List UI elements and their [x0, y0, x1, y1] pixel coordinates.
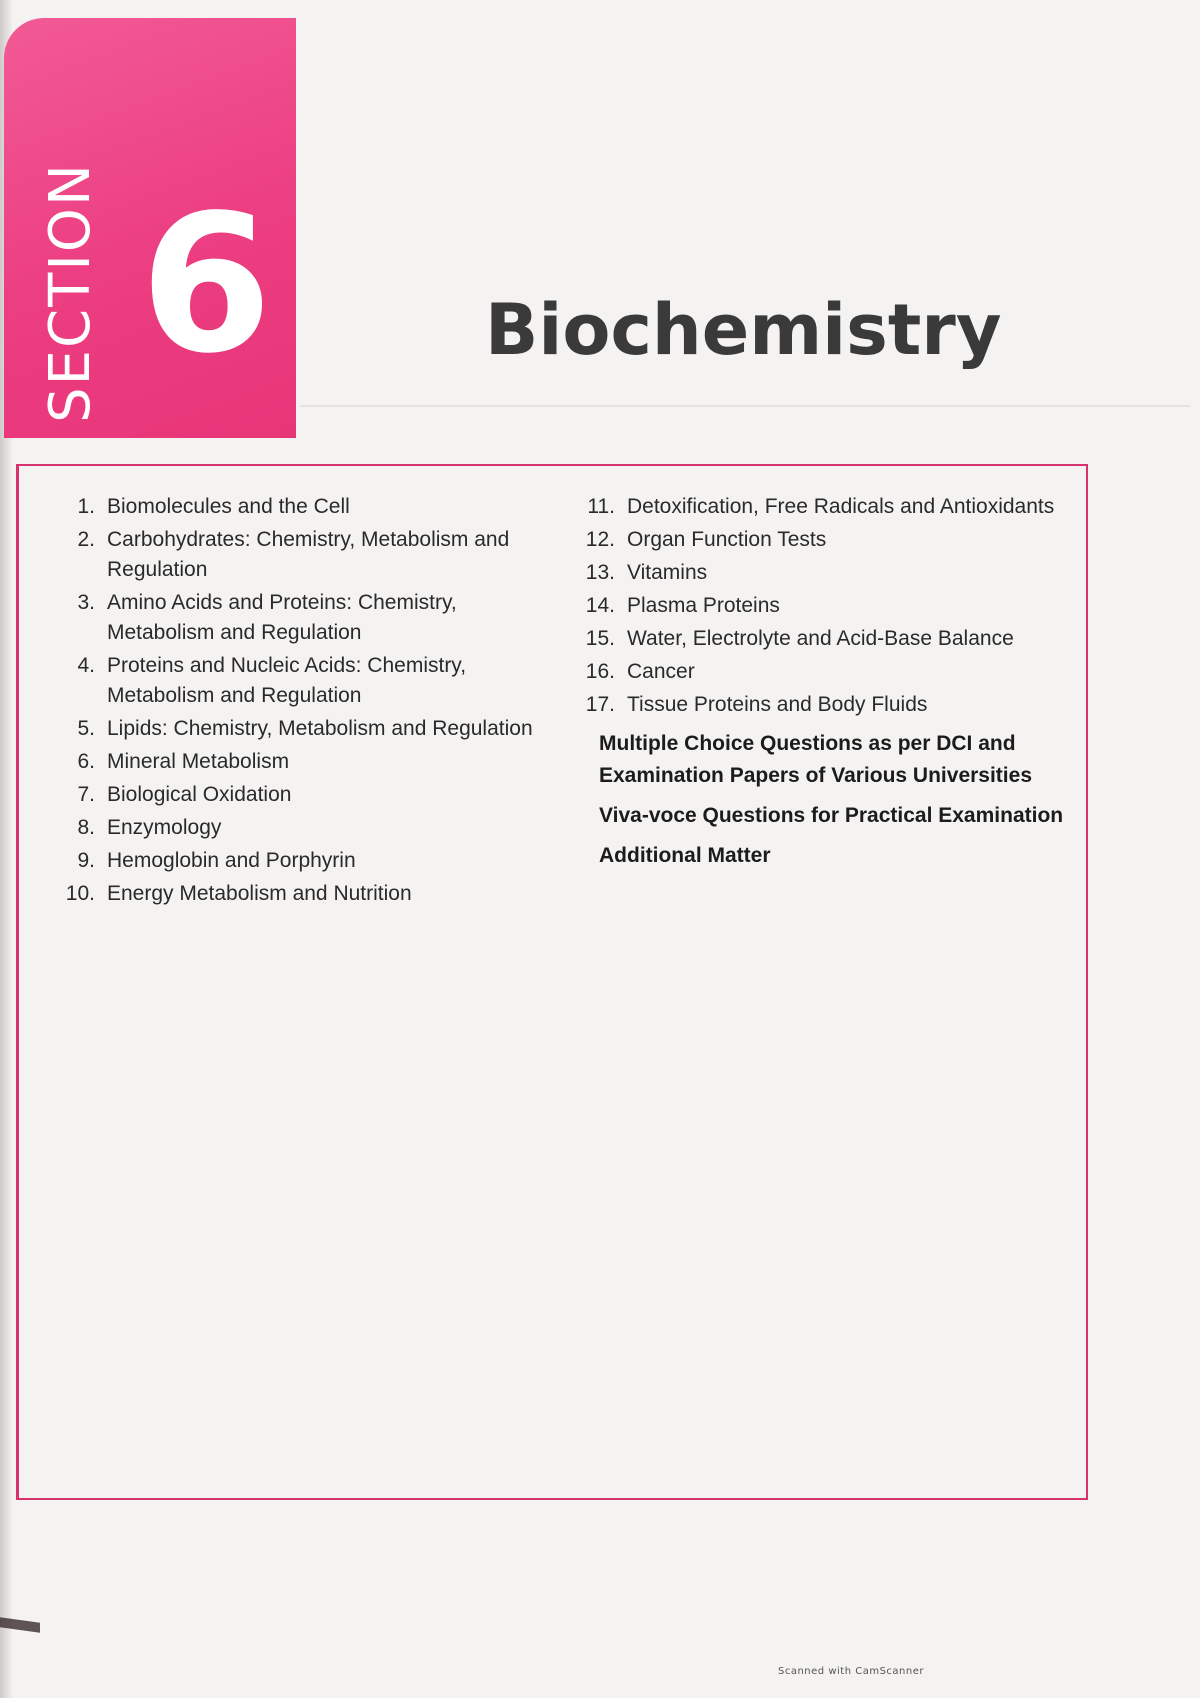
- scanner-watermark: Scanned with CamScanner: [778, 1666, 924, 1677]
- toc-item[interactable]: [579, 591, 1099, 621]
- toc-item[interactable]: [579, 690, 1099, 720]
- toc-item[interactable]: [65, 651, 565, 711]
- toc-item-number: 12.: [585, 528, 615, 551]
- toc-item[interactable]: [579, 525, 1099, 555]
- toc-item[interactable]: [579, 624, 1099, 654]
- toc-item-text: Enzymology: [107, 816, 222, 839]
- toc-item-number: 14.: [585, 594, 615, 617]
- section-label: [37, 161, 103, 423]
- toc-item-text: Lipids: Chemistry, Metabolism and Regulation: [107, 717, 533, 740]
- toc-item[interactable]: [579, 657, 1099, 687]
- toc-extra-viva-voce[interactable]: Viva-voce Questions for Practical Examination: [599, 804, 1064, 827]
- toc-item-number: 11.: [587, 495, 615, 518]
- toc-extra-mcq[interactable]: Multiple Choice Questions as per DCI and Examination Papers of Various Universities: [599, 732, 1032, 787]
- toc-item-text: Detoxification, Free Radicals and Antioxidants: [627, 495, 1055, 518]
- toc-item[interactable]: [579, 492, 1099, 522]
- toc-item-number: 15.: [585, 627, 615, 650]
- toc-item[interactable]: [65, 813, 565, 843]
- toc-item-text: Energy Metabolism and Nutrition: [107, 882, 412, 905]
- toc-item-number: 4.: [77, 654, 95, 677]
- toc-item-number: 1.: [77, 495, 95, 518]
- toc-item[interactable]: [65, 492, 565, 522]
- toc-item[interactable]: [65, 714, 565, 744]
- toc-item-text: Carbohydrates: Chemistry, Metabolism and Regulation: [107, 528, 510, 581]
- toc-item-number: 16.: [585, 660, 615, 683]
- toc-extra-additional-matter[interactable]: Additional Matter: [599, 844, 771, 867]
- toc-item[interactable]: [65, 747, 565, 777]
- toc-item[interactable]: [65, 525, 565, 585]
- toc-item-number: 8.: [77, 816, 95, 839]
- toc-item-number: 9.: [77, 849, 95, 872]
- toc-right-column: [579, 492, 1099, 872]
- toc-item-text: Biomolecules and the Cell: [107, 495, 350, 518]
- title-divider: [300, 405, 1190, 407]
- toc-item-number: 2.: [77, 528, 95, 551]
- toc-left-column: [65, 492, 565, 912]
- toc-item-text: Proteins and Nucleic Acids: Chemistry, Metabolism and Regulation: [107, 654, 467, 707]
- toc-item[interactable]: [65, 588, 565, 648]
- toc-item-text: Biological Oxidation: [107, 783, 292, 806]
- toc-item-text: Water, Electrolyte and Acid-Base Balance: [627, 627, 1014, 650]
- toc-item-number: 10.: [65, 882, 95, 905]
- toc-item[interactable]: [65, 846, 565, 876]
- toc-item[interactable]: [65, 780, 565, 810]
- toc-item-text: Amino Acids and Proteins: Chemistry, Metabolism and Regulation: [107, 591, 457, 644]
- toc-item-text: Vitamins: [627, 561, 708, 584]
- section-number: 6: [140, 174, 273, 395]
- toc-item-number: 3.: [77, 591, 95, 614]
- toc-item-number: 13.: [585, 561, 615, 584]
- toc-item-number: 6.: [77, 750, 95, 773]
- section-word: SECTION: [37, 161, 103, 423]
- toc-item-text: Hemoglobin and Porphyrin: [107, 849, 356, 872]
- toc-item-number: 17.: [585, 693, 615, 716]
- toc-item-number: 7.: [77, 783, 95, 806]
- table-of-contents: [16, 464, 1088, 1500]
- toc-item-text: Organ Function Tests: [627, 528, 827, 551]
- page-title: Biochemistry: [485, 289, 1002, 371]
- toc-item-text: Mineral Metabolism: [107, 750, 290, 773]
- toc-item[interactable]: [579, 558, 1099, 588]
- toc-item[interactable]: [65, 879, 565, 909]
- toc-item-text: Cancer: [627, 660, 695, 683]
- toc-item-text: Plasma Proteins: [627, 594, 780, 617]
- toc-item-text: Tissue Proteins and Body Fluids: [627, 693, 928, 716]
- toc-item-number: 5.: [77, 717, 95, 740]
